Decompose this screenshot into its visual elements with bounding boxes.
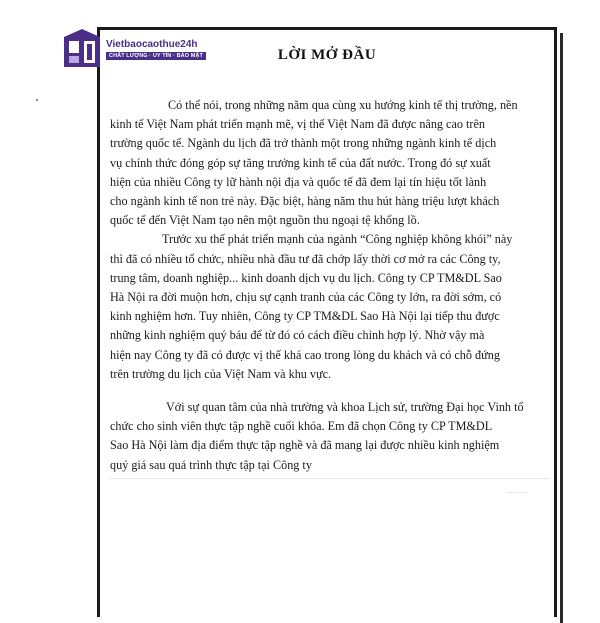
text-line: quốc tế đến Việt Nam tạo nên một nguồn thu ngoại tệ khổng lồ.: [110, 213, 420, 228]
faint-mark: [507, 492, 527, 493]
text-line: Trước xu thế phát triển mạnh của ngành “Công nghiệp không khói” này: [162, 232, 513, 247]
document-body: [110, 96, 554, 475]
text-line: trung tâm, doanh nghiệp... kinh doanh dịch vụ du lịch. Công ty CP TM&DL Sao: [110, 270, 502, 285]
text-line: kinh nghiệm hơn. Tuy nhiên, Công ty CP TM&DL Sao Hà Nội lại tiếp thu được: [110, 309, 500, 324]
text-line: quý giá sau quá trình thực tập tại Công ty: [110, 457, 312, 472]
text-line: kinh tế Việt Nam phát triển mạnh mẽ, vị thế Việt Nam đã được nâng cao trên: [110, 117, 485, 132]
text-line: Với sự quan tâm của nhà trường và khoa Lịch sử, trường Đại học Vinh tổ: [166, 400, 524, 415]
faint-divider: [110, 478, 550, 479]
logo-icon: [62, 27, 102, 71]
paragraph-1: [110, 96, 554, 230]
text-line: trường quốc tế. Ngành du lịch đã trở thành một trong những ngành kinh tế dịch: [110, 136, 497, 151]
text-line: Có thể nói, trong những năm qua cùng xu hướng kinh tế thị trường, nền: [168, 98, 518, 112]
text-line: Sao Hà Nội làm địa điểm thực tập nghề và đã mang lại được nhiều kinh nghiệm: [110, 438, 500, 453]
text-line: hiện của nhiều Công ty lữ hành nội địa và quốc tế đã đem lại tín hiệu tốt lành: [110, 174, 487, 189]
page-title: LỜI MỞ ĐẦU: [277, 47, 377, 63]
paragraph-2: [110, 230, 554, 384]
logo-name: Vietbaocaothue24h: [106, 38, 198, 50]
paragraph-3: [110, 398, 554, 475]
text-line: những kinh nghiệm quý báu để từ đó có cách điều chỉnh hợp lý. Nhờ vậy mà: [110, 328, 485, 343]
text-line: Hà Nội ra đời muộn hơn, chịu sự cạnh tranh của các Công ty lớn, ra đời sớm, có: [110, 290, 502, 305]
text-line: thì đã có nhiều tổ chức, nhiều nhà đầu tư đã chớp lấy thời cơ mở ra các Công ty,: [110, 251, 501, 266]
text-line: cho ngành kinh tế non trẻ này. Đặc biệt, hàng năm thu hút hàng triệu lượt khách: [110, 194, 500, 209]
text-line: hiện nay Công ty đã có được vị thế khá cao trong lòng du khách và có chỗ đứng: [110, 347, 500, 362]
speck: [36, 99, 38, 101]
text-line: vụ chính thức đóng góp sự tăng trưởng kinh tế của đất nước. Trong đó sự xuất: [110, 155, 491, 170]
text-line: chức cho sinh viên thực tập nghề cuối khóa. Em đã chọn Công ty CP TM&DL: [110, 419, 493, 434]
logo-tagline: CHẤT LƯỢNG · UY TÍN · BẢO MẬT: [106, 52, 206, 60]
text-line: trên trường du lịch của Việt Nam và khu vực.: [110, 366, 332, 381]
